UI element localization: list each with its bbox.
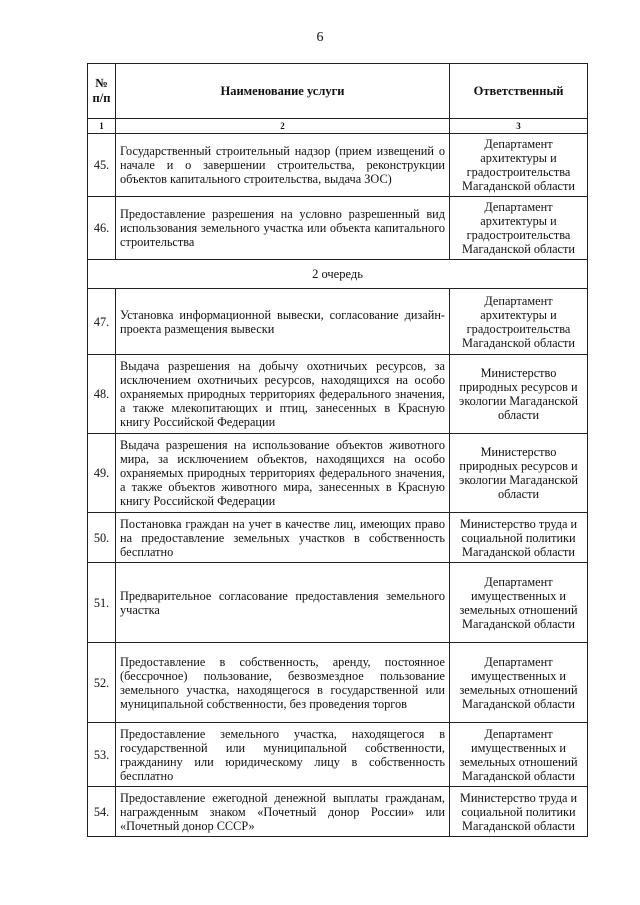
table-row: [88, 787, 588, 837]
responsible-body: Министерство труда и социальной политики Магаданской области: [450, 787, 588, 837]
service-name: Постановка граждан на учет в качестве лиц, имеющих право на предоставление земельных участков в собственность бесплатно: [116, 513, 450, 563]
service-name: Предварительное согласование предоставления земельного участка: [116, 563, 450, 643]
table-row: [88, 723, 588, 787]
service-name: Выдача разрешения на использование объектов животного мира, за исключением объектов, находящихся на особо охраняемых природных территориях федерального значения, а также объектов животного мира, занесенных в Красную книгу Российской Федерации: [116, 434, 450, 513]
header-responsible: Ответственный: [450, 64, 588, 119]
page-number: 6: [316, 30, 324, 45]
responsible-body: Департамент архитектуры и градостроительства Магаданской области: [450, 134, 588, 197]
responsible-body: Департамент архитектуры и градостроительства Магаданской области: [450, 197, 588, 260]
row-number: 52.: [88, 643, 116, 723]
table-row: [88, 643, 588, 723]
queue-label: 2 очередь: [88, 260, 588, 289]
responsible-body: Министерство природных ресурсов и экологии Магаданской области: [450, 434, 588, 513]
table-header-row: [88, 64, 588, 119]
service-name: Выдача разрешения на добычу охотничьих ресурсов, за исключением охотничьих ресурсов, находящихся на особо охраняемых природных территориях федерального значения, а также млекопитающих и птиц, занесенных в Красную книгу Российской Федерации: [116, 355, 450, 434]
row-number: 46.: [88, 197, 116, 260]
table-row: [88, 197, 588, 260]
column-index-2: 2: [116, 119, 450, 134]
services-table: [87, 63, 588, 837]
responsible-body: Департамент имущественных и земельных отношений Магаданской области: [450, 563, 588, 643]
service-name: Предоставление в собственность, аренду, постоянное (бессрочное) пользование, безвозмездное пользование земельного участка, находящегося в государственной или муниципальной собственности, без проведения торгов: [116, 643, 450, 723]
service-name: Предоставление земельного участка, находящегося в государственной или муниципальной собственности, гражданину или юридическому лицу в собственность бесплатно: [116, 723, 450, 787]
service-name: Государственный строительный надзор (прием извещений о начале и о завершении строительства, реконструкции объектов капитального строительства, выдача ЗОС): [116, 134, 450, 197]
row-number: 50.: [88, 513, 116, 563]
table-row: [88, 289, 588, 355]
table-row: [88, 134, 588, 197]
table-row: [88, 434, 588, 513]
table-row: [88, 513, 588, 563]
column-index-1: 1: [88, 119, 116, 134]
service-name: Предоставление разрешения на условно разрешенный вид использования земельного участка или объекта капитального строительства: [116, 197, 450, 260]
responsible-body: Департамент имущественных и земельных отношений Магаданской области: [450, 643, 588, 723]
service-name: Предоставление ежегодной денежной выплаты гражданам, награжденным знаком «Почетный донор России» или «Почетный донор СССР»: [116, 787, 450, 837]
row-number: 51.: [88, 563, 116, 643]
service-name: Установка информационной вывески, согласование дизайн-проекта размещения вывески: [116, 289, 450, 355]
responsible-body: Департамент архитектуры и градостроительства Магаданской области: [450, 289, 588, 355]
row-number: 48.: [88, 355, 116, 434]
table-row: [88, 355, 588, 434]
responsible-body: Департамент имущественных и земельных отношений Магаданской области: [450, 723, 588, 787]
table-row: [88, 563, 588, 643]
row-number: 54.: [88, 787, 116, 837]
row-number: 47.: [88, 289, 116, 355]
column-index-row: [88, 119, 588, 134]
responsible-body: Министерство природных ресурсов и экологии Магаданской области: [450, 355, 588, 434]
row-number: 49.: [88, 434, 116, 513]
responsible-body: Министерство труда и социальной политики Магаданской области: [450, 513, 588, 563]
row-number: 45.: [88, 134, 116, 197]
queue-row: [88, 260, 588, 289]
column-index-3: 3: [450, 119, 588, 134]
header-num: № п/п: [88, 64, 116, 119]
header-service: Наименование услуги: [116, 64, 450, 119]
row-number: 53.: [88, 723, 116, 787]
